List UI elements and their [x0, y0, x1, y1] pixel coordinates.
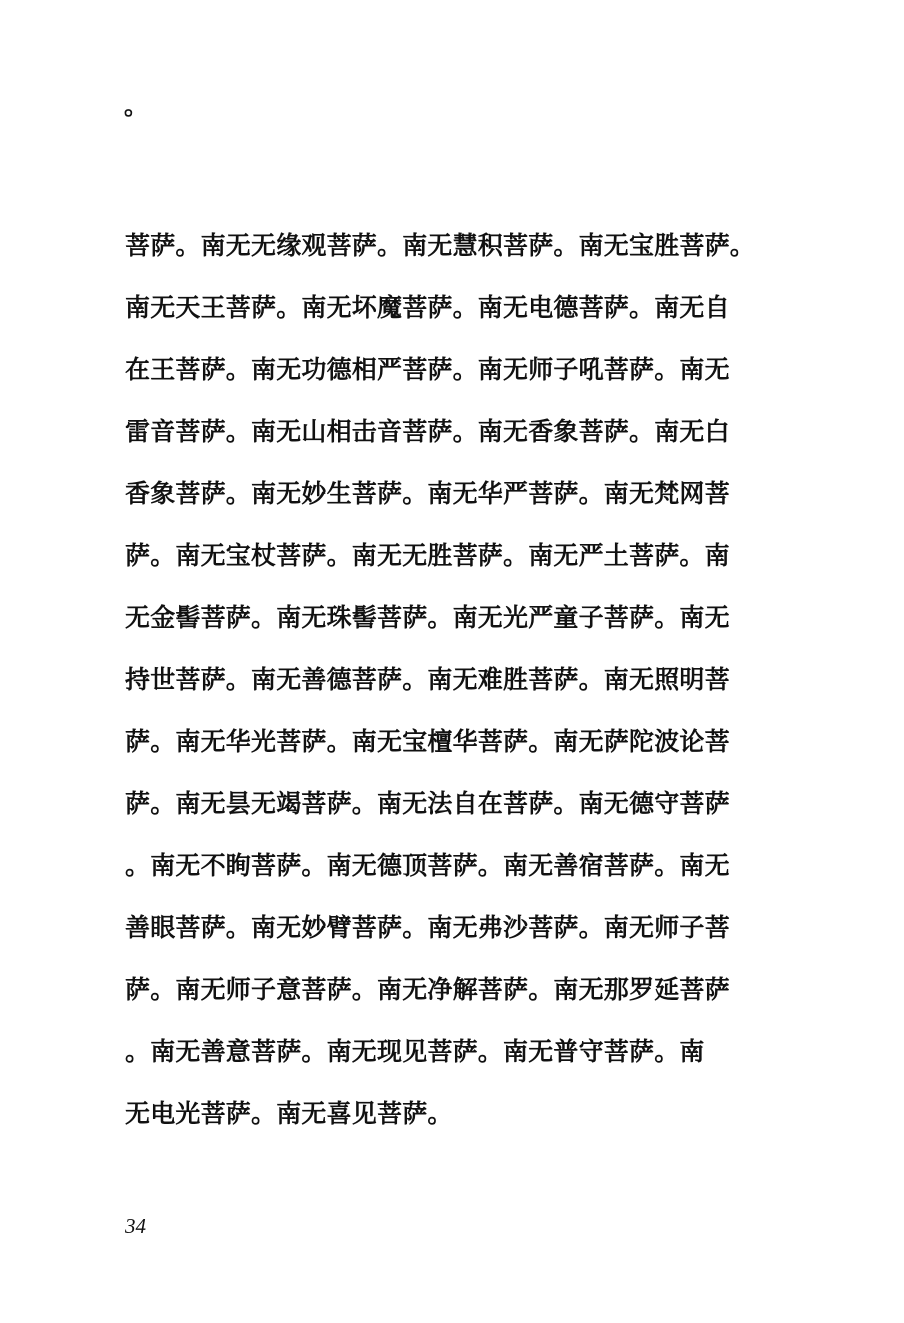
text-line: 无金髻菩萨。南无珠髻菩萨。南无光严童子菩萨。南无	[125, 603, 730, 632]
text-line: 萨。南无昙无竭菩萨。南无法自在菩萨。南无德守菩萨	[125, 789, 730, 818]
text-line: 南无天王菩萨。南无坏魔菩萨。南无电德菩萨。南无自	[125, 293, 730, 322]
text-line: 无电光菩萨。南无喜见菩萨。	[125, 1099, 453, 1128]
text-line: 萨。南无华光菩萨。南无宝檀华菩萨。南无萨陀波论菩	[125, 727, 730, 756]
text-line: 。南无善意菩萨。南无现见菩萨。南无普守菩萨。南	[125, 1037, 705, 1066]
text-line: 香象菩萨。南无妙生菩萨。南无华严菩萨。南无梵网菩	[125, 479, 730, 508]
text-line: 萨。南无宝杖菩萨。南无无胜菩萨。南无严土菩萨。南	[125, 541, 730, 570]
page-number: 34	[125, 1214, 146, 1238]
text-line: 萨。南无师子意菩萨。南无净解菩萨。南无那罗延菩萨	[125, 975, 730, 1004]
text-line: 雷音菩萨。南无山相击音菩萨。南无香象菩萨。南无白	[125, 417, 730, 446]
text-line: 持世菩萨。南无善德菩萨。南无难胜菩萨。南无照明菩	[125, 665, 730, 694]
text-line: 在王菩萨。南无功德相严菩萨。南无师子吼菩萨。南无	[125, 355, 730, 384]
text-line: 菩萨。南无无缘观菩萨。南无慧积菩萨。南无宝胜菩萨。	[125, 231, 756, 260]
leading-punctuation: 。	[124, 91, 148, 120]
body-text	[125, 224, 765, 1154]
text-line: 善眼菩萨。南无妙臂菩萨。南无弗沙菩萨。南无师子菩	[125, 913, 730, 942]
text-line: 。南无不眴菩萨。南无德顶菩萨。南无善宿菩萨。南无	[125, 851, 730, 880]
